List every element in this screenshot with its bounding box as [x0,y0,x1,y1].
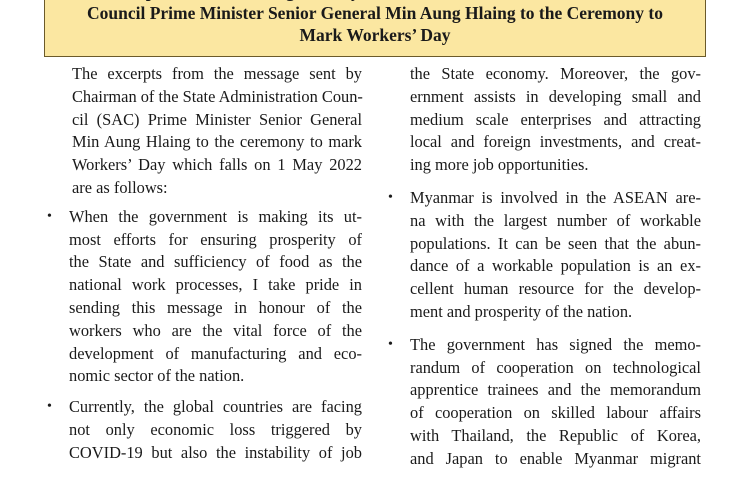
bullet-line: local and foreign investments, and creat- [410,132,701,152]
bullet-line: COVID-19 but also the instability of job [69,442,362,462]
intro-line: Chairman of the State Administration Coun- [72,86,363,106]
bullet-line: sending this message in honour of the [69,297,362,317]
intro-line: Workers’ Day which falls on 1 May 2022 [72,155,362,175]
bullet-line: na with the largest number of workable [410,210,701,230]
bullet-continuation [388,63,701,177]
bullet-dot: • [47,399,52,415]
intro-line: Min Aung Hlaing to the ceremony to mark [72,132,362,152]
bullet-dot: • [388,336,393,352]
intro-line: The excerpts from the message sent by [72,64,362,83]
headline-line-2: Council Prime Minister Senior General Min Aung Hlaing to the Ceremony to [86,3,663,23]
bullet-line: When the government is making its ut- [69,206,362,226]
bullet-line: national work processes, I take pride in [69,275,362,295]
bullet-line: most efforts for ensuring prosperity of [69,229,362,249]
bullet-line: not only economic loss triggered by [69,419,362,439]
headline-box [44,0,706,57]
bullet-line: and Japan to enable Myanmar migrant [410,448,701,468]
intro-paragraph [46,63,362,200]
bullet-line: dance of a workable population is an ex- [410,256,701,276]
bullet-line: randum of cooperation on technological [410,357,701,377]
bullet-line: of cooperation on skilled labour affairs [410,403,701,423]
bullet-dot: • [47,208,52,224]
bullet-line: with Thailand, the Republic of Korea, [410,425,701,445]
bullet-line: ment and prosperity of the nation. [410,301,633,321]
bullet-line: the State and sufficiency of food as the [69,252,362,272]
bullet-line: The government has signed the memo- [410,334,701,354]
bullet-line: ing more job opportunities. [410,155,589,175]
right-column [388,63,701,481]
bullet-line: nomic sector of the nation. [69,366,245,386]
headline-line-3: Mark Workers’ Day [299,25,451,45]
bullet-item-3 [388,187,701,324]
bullet-line: Currently, the global countries are facing [69,397,362,417]
bullet-line: apprentice trainees and the memorandum [410,380,701,400]
bullet-item-1 [46,206,362,388]
bullet-line: medium scale enterprises and attracting [410,109,701,129]
bullet-line: ernment assists in developing small and [410,86,701,106]
bullet-dot: • [388,189,393,205]
intro-line: are as follows: [72,177,168,197]
intro-line: cil (SAC) Prime Minister Senior General [72,109,362,129]
bullet-line: the State economy. Moreover, the gov- [410,64,701,83]
bullet-item-2 [46,396,362,464]
bullet-line: cellent human resource for the develop- [410,279,701,299]
bullet-line: Myanmar is involved in the ASEAN are- [410,187,701,207]
bullet-line: workers who are the vital force of the [69,320,362,340]
bullet-line: development of manufacturing and eco- [69,343,362,363]
bullet-line: populations. It can be seen that the abun- [410,233,701,253]
bullet-item-4 [388,334,701,471]
left-column [46,63,362,473]
